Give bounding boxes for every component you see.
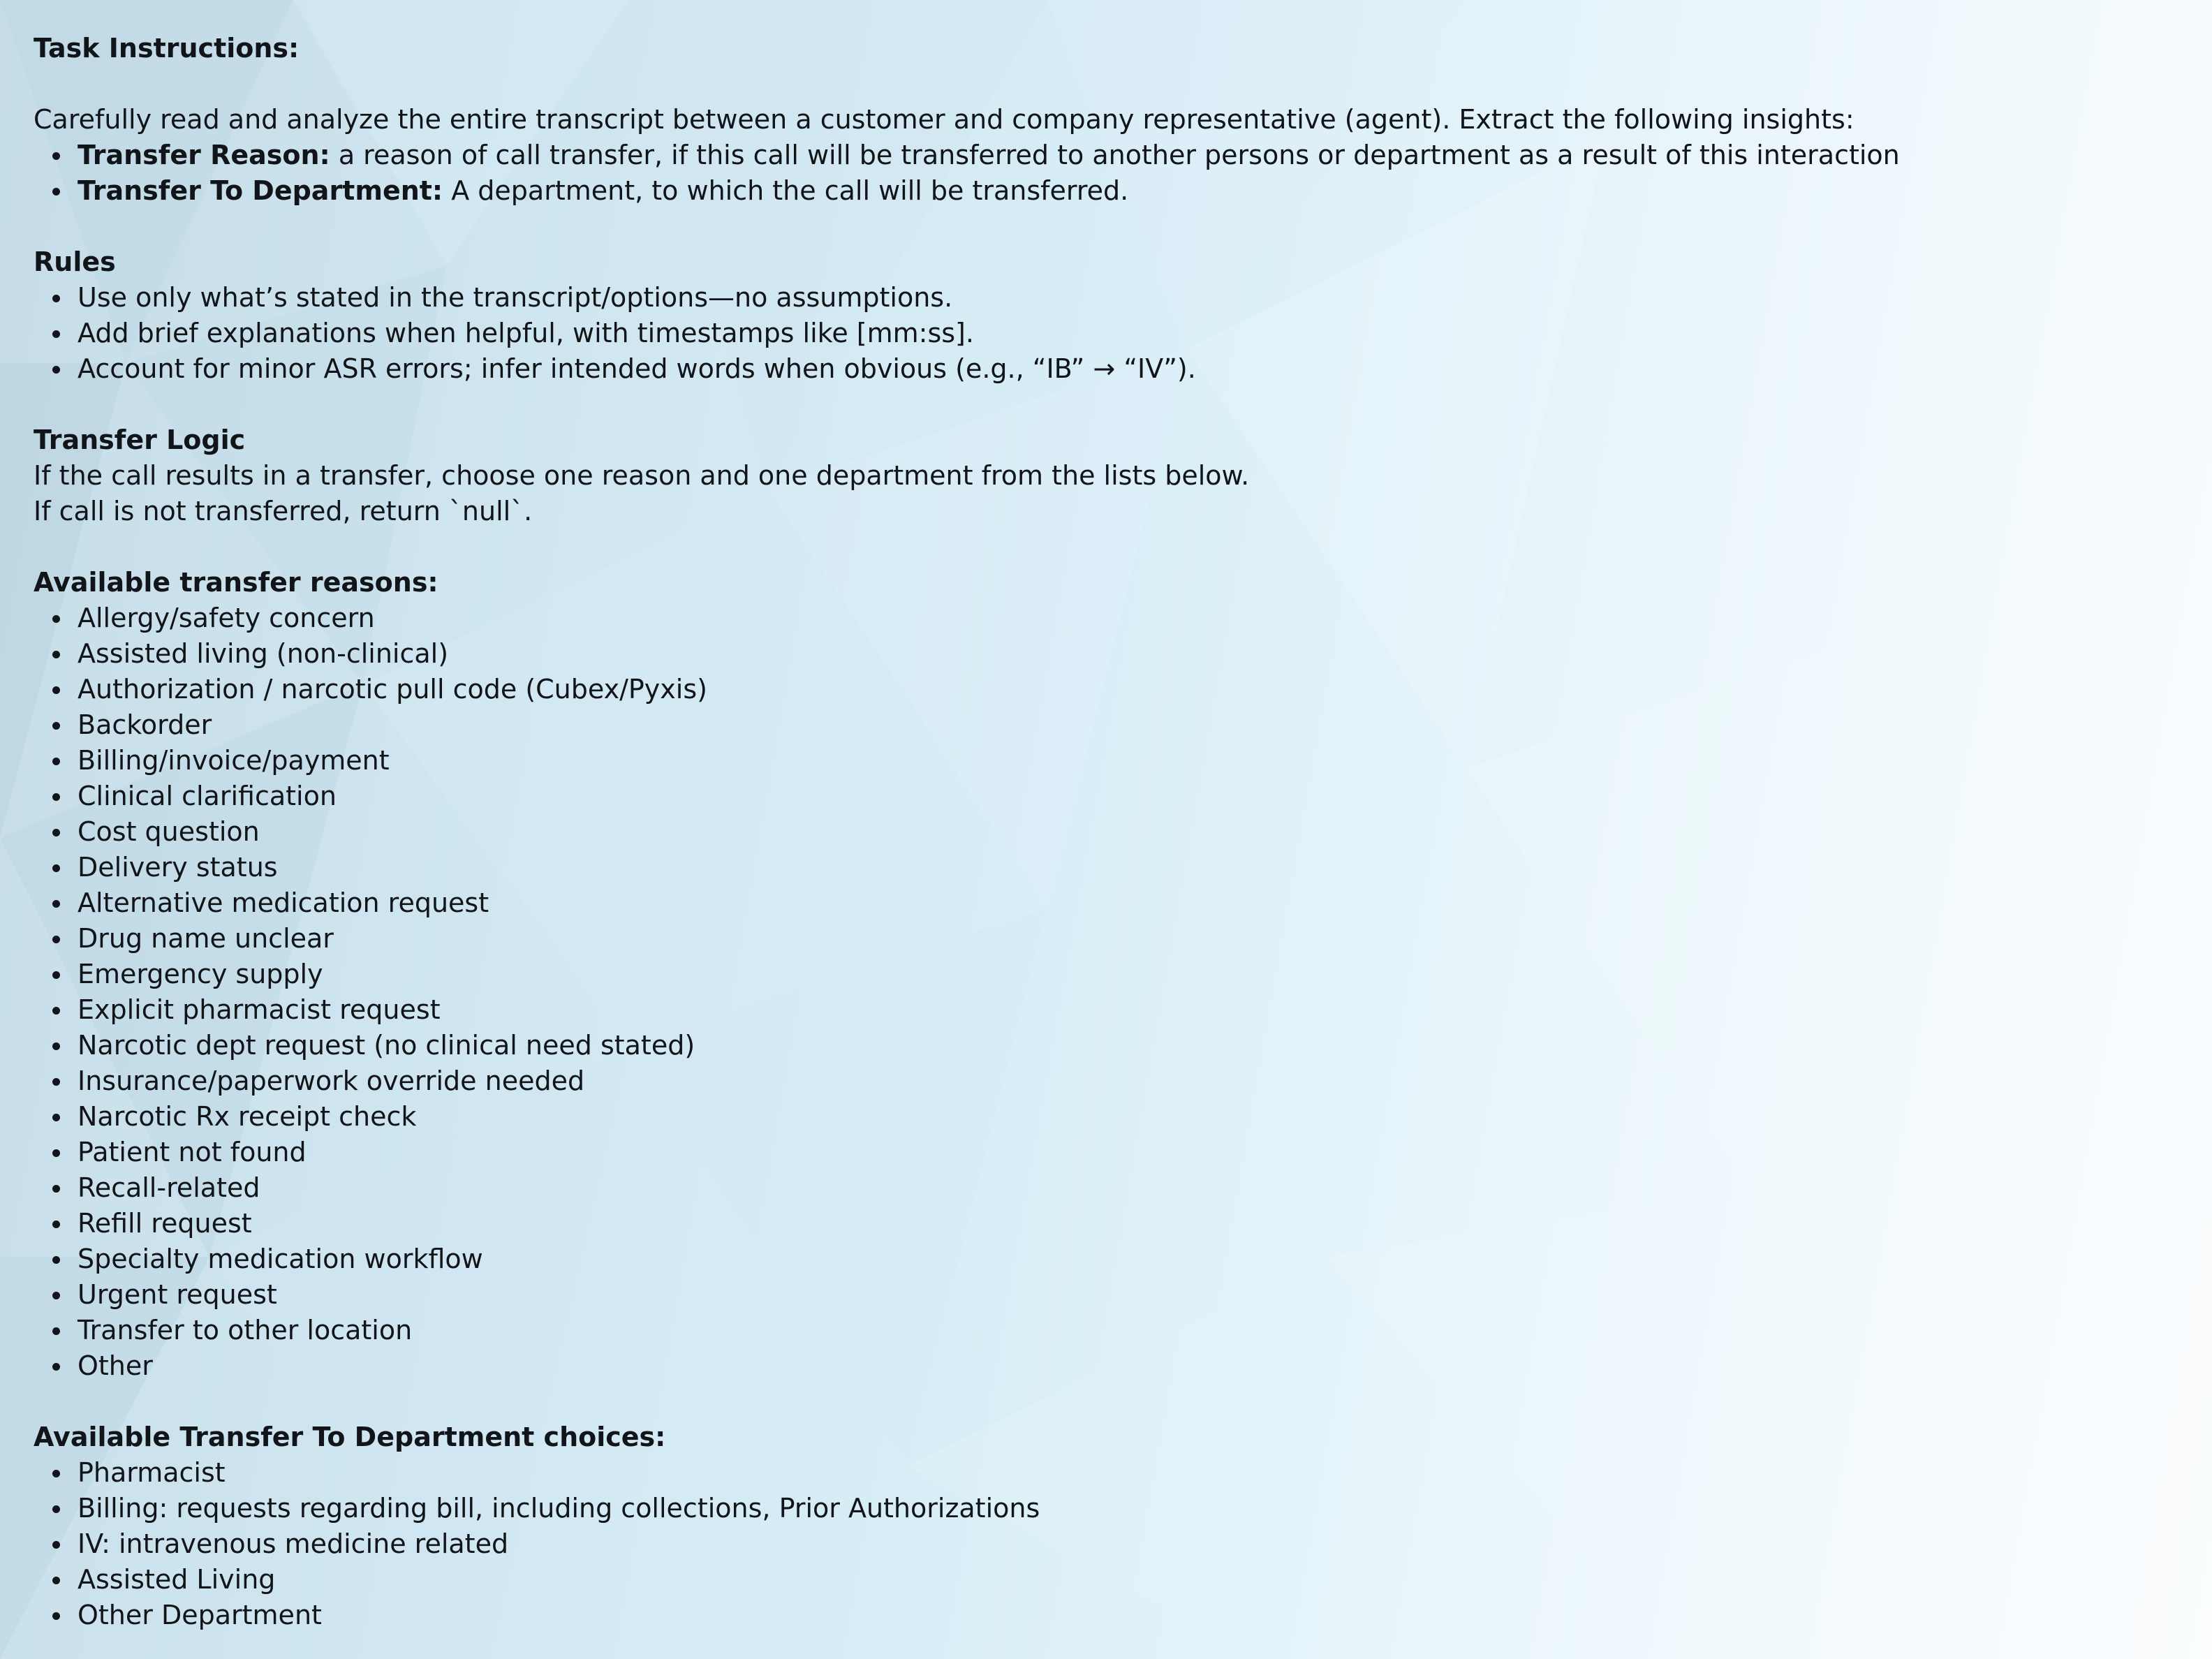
list-item: Add brief explanations when helpful, with timestamps like [mm:ss]. <box>34 316 2170 351</box>
rules-list <box>34 280 2170 387</box>
list-item: Other Department <box>34 1598 2170 1633</box>
list-item: Assisted Living <box>34 1562 2170 1598</box>
transfer-logic-heading: Transfer Logic <box>34 425 246 455</box>
transfer-logic-line: If the call results in a transfer, choose one reason and one department from the lists below. <box>34 460 1250 491</box>
list-item: Urgent request <box>34 1277 2170 1313</box>
departments-heading: Available Transfer To Department choices: <box>34 1422 666 1452</box>
list-item: Use only what’s stated in the transcript/options—no assumptions. <box>34 280 2170 316</box>
departments-list <box>34 1455 2170 1633</box>
insight-label: Transfer To Department: <box>78 175 443 206</box>
list-item: Allergy/safety concern <box>34 600 2170 636</box>
list-item: Authorization / narcotic pull code (Cubex/Pyxis) <box>34 672 2170 707</box>
insight-text: A department, to which the call will be transferred. <box>443 175 1129 206</box>
list-item: Transfer to other location <box>34 1313 2170 1348</box>
list-item: Account for minor ASR errors; infer intended words when obvious (e.g., “IB” → “IV”). <box>34 351 2170 387</box>
list-item: Cost question <box>34 814 2170 850</box>
list-item: Billing: requests regarding bill, including collections, Prior Authorizations <box>34 1491 2170 1526</box>
list-item: Assisted living (non-clinical) <box>34 636 2170 672</box>
list-item: Narcotic Rx receipt check <box>34 1099 2170 1135</box>
list-item <box>34 138 2170 173</box>
list-item: Explicit pharmacist request <box>34 992 2170 1028</box>
insight-text: a reason of call transfer, if this call will be transferred to another persons or department as a result of this interaction <box>330 140 1900 170</box>
rules-heading: Rules <box>34 246 116 277</box>
spacer <box>34 1384 2170 1420</box>
transfer-reasons-list <box>34 600 2170 1384</box>
insights-list <box>34 138 2170 209</box>
insight-label: Transfer Reason: <box>78 140 330 170</box>
task-intro-text: Carefully read and analyze the entire transcript between a customer and company representative (agent). Extract the following insights: <box>34 104 1855 135</box>
list-item: Clinical clarification <box>34 779 2170 814</box>
transfer-logic-line: If call is not transferred, return `null`. <box>34 496 533 526</box>
spacer <box>34 529 2170 565</box>
list-item <box>34 173 2170 209</box>
list-item: Billing/invoice/payment <box>34 743 2170 779</box>
list-item: Emergency supply <box>34 957 2170 992</box>
list-item: Pharmacist <box>34 1455 2170 1491</box>
spacer <box>34 387 2170 422</box>
list-item: Narcotic dept request (no clinical need stated) <box>34 1028 2170 1063</box>
list-item: Other <box>34 1348 2170 1384</box>
list-item: Insurance/paperwork override needed <box>34 1063 2170 1099</box>
list-item: Delivery status <box>34 850 2170 885</box>
task-instructions-heading: Task Instructions: <box>34 33 300 64</box>
spacer <box>34 209 2170 244</box>
spacer <box>34 66 2170 102</box>
list-item: Refill request <box>34 1206 2170 1241</box>
document-body <box>34 31 2170 1633</box>
list-item: Alternative medication request <box>34 885 2170 921</box>
list-item: Specialty medication workflow <box>34 1241 2170 1277</box>
list-item: IV: intravenous medicine related <box>34 1526 2170 1562</box>
list-item: Recall-related <box>34 1170 2170 1206</box>
list-item: Patient not found <box>34 1135 2170 1170</box>
list-item: Backorder <box>34 707 2170 743</box>
transfer-reasons-heading: Available transfer reasons: <box>34 567 438 598</box>
list-item: Drug name unclear <box>34 921 2170 957</box>
